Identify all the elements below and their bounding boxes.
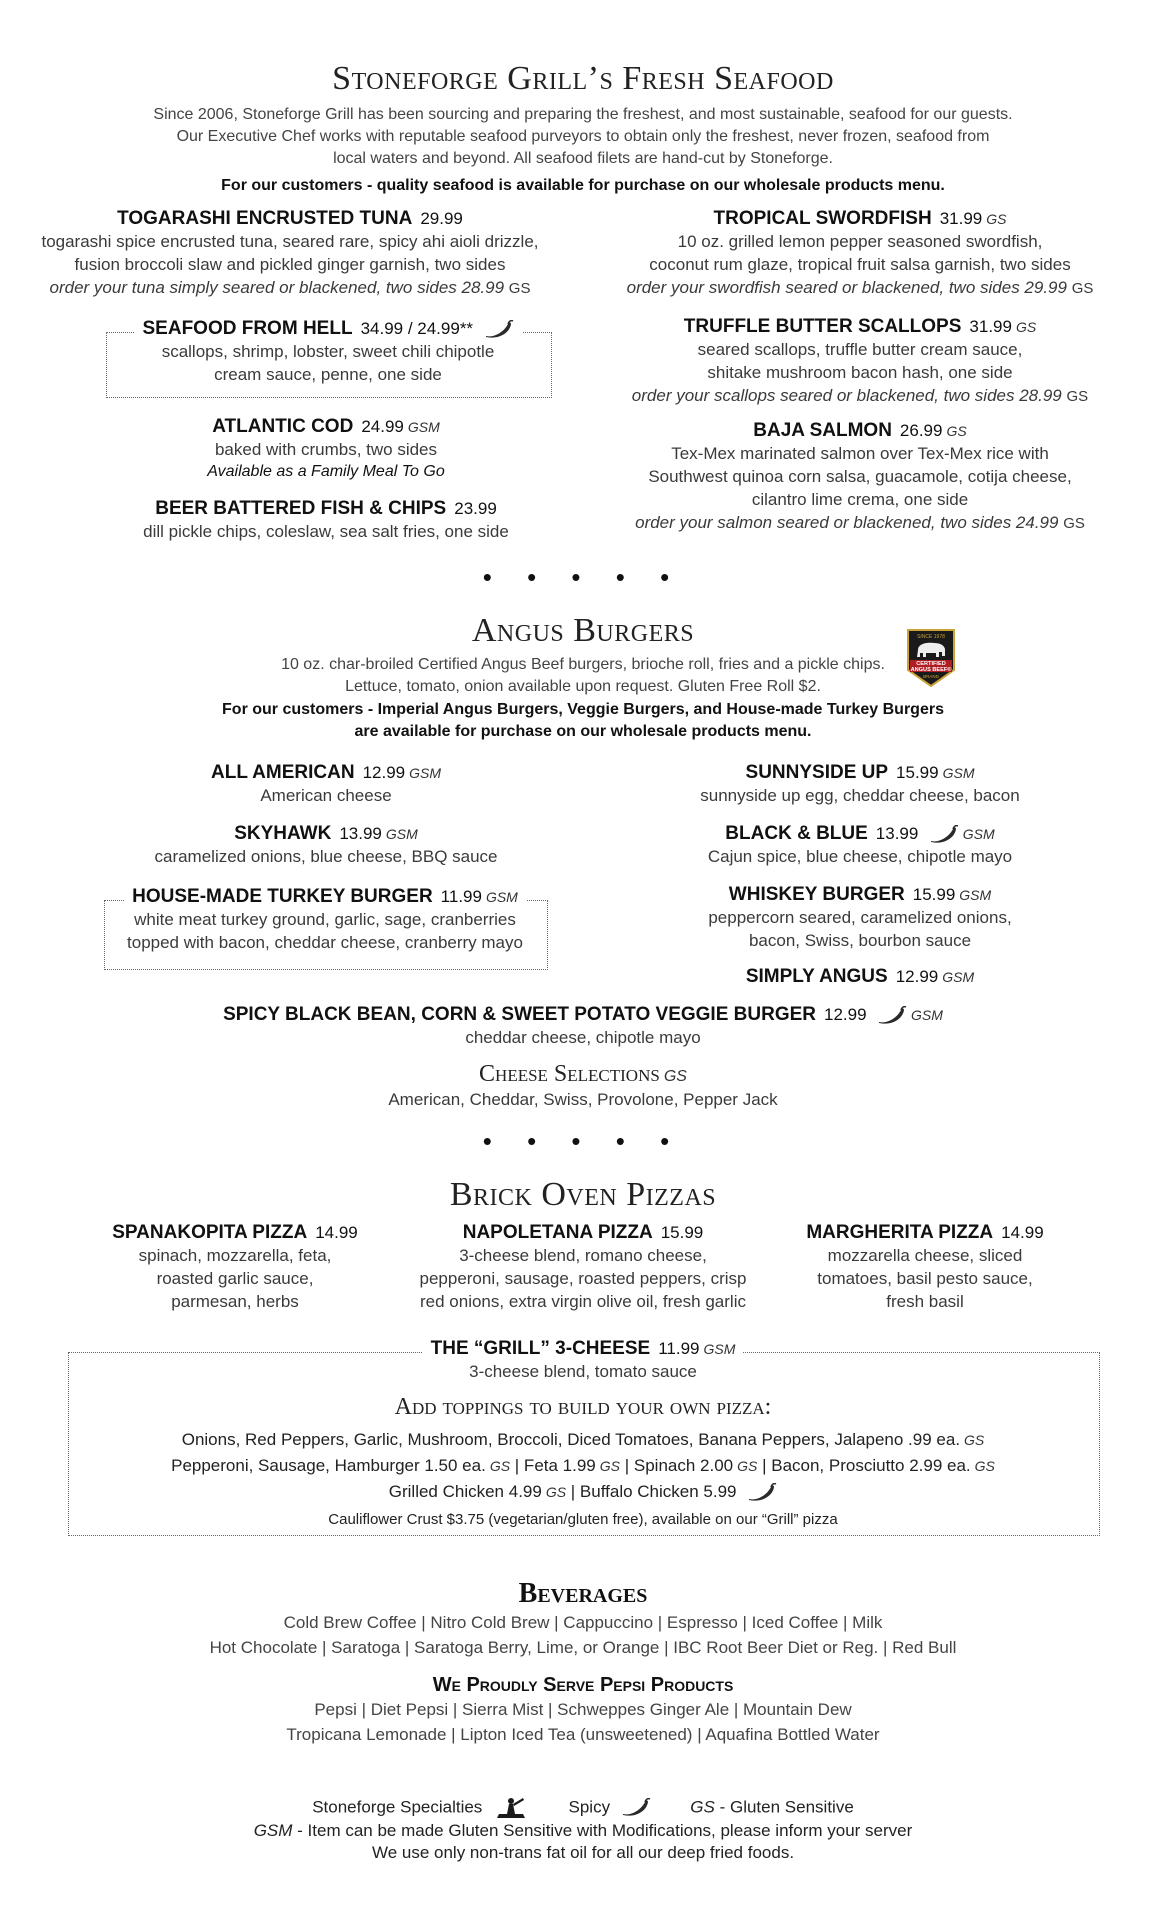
gs-tag: GS [508, 280, 531, 297]
item-name: SKYHAWK [234, 823, 332, 844]
item-price: 13.99 [875, 824, 919, 843]
beverages-section [0, 1578, 1166, 1747]
item-desc: caramelized onions, blue cheese, BBQ sauce [154, 847, 498, 866]
gsm-tag: GSM [407, 419, 440, 435]
item-price: 15.99 [660, 1223, 704, 1242]
burgers-wholesale-note [0, 699, 1166, 743]
gs-tag: GS [1015, 319, 1037, 335]
legend-line [0, 1796, 1166, 1820]
item-name: SPANAKOPITA PIZZA [112, 1222, 308, 1243]
item-price: 12.99 [824, 1005, 867, 1024]
item-desc: sunnyside up egg, cheddar cheese, bacon [700, 786, 1020, 805]
burgers-intro [0, 654, 1166, 698]
gsm-key-text: - Item can be made Gluten Sensitive with Modifications, please inform your server [297, 1821, 913, 1840]
item-turkey-burger [104, 886, 546, 954]
item-price: 15.99 [896, 763, 939, 782]
gs-tag: GS [737, 1458, 758, 1474]
item-baja-salmon [600, 420, 1120, 535]
item-alt: order your scallops seared or blackened, two sides 28.99 [631, 386, 1062, 405]
pepsi-line: Tropicana Lemonade | Lipton Iced Tea (unsweetened) | Aquafina Bottled Water [286, 1725, 880, 1744]
item-desc: dill pickle chips, coleslaw, sea salt fries, one side [143, 522, 509, 541]
item-tropical-swordfish [600, 208, 1120, 300]
seafood-intro-line: local waters and beyond. All seafood filets are hand-cut by Stoneforge. [333, 150, 833, 167]
item-desc: 10 oz. grilled lemon pepper seasoned swordfish, [677, 232, 1043, 251]
gs-key-text: - Gluten Sensitive [719, 1797, 854, 1817]
item-name: SEAFOOD FROM HELL [142, 318, 353, 339]
item-desc: 3-cheese blend, romano cheese, [459, 1246, 707, 1265]
seafood-intro-line: Our Executive Chef works with reputable seafood purveyors to obtain only the freshest, never frozen, seafood from [176, 128, 990, 145]
item-desc: mozzarella cheese, sliced [827, 1246, 1023, 1265]
gs-tag: GS [964, 1432, 985, 1448]
item-all-american [76, 762, 576, 807]
badge-brand-text: BRAND [923, 674, 939, 679]
stoneforge-specialty-icon [493, 1796, 529, 1820]
item-napoletana-pizza [400, 1222, 766, 1313]
item-desc: cream sauce, penne, one side [214, 365, 442, 384]
gsm-tag: GSM [485, 889, 518, 905]
item-price: 23.99 [454, 499, 497, 518]
toppings-text: | Spinach 2.00 [624, 1456, 734, 1475]
toppings-text: Pepperoni, Sausage, Hamburger 1.50 ea. [171, 1456, 486, 1475]
toppings-section [0, 1394, 1166, 1528]
item-desc: shitake mushroom bacon hash, one side [707, 363, 1013, 382]
gs-tag: GS [1071, 280, 1094, 297]
item-price: 14.99 [1001, 1223, 1044, 1242]
oil-note: We use only non-trans fat oil for all our deep fried foods. [371, 1843, 795, 1862]
item-name: ALL AMERICAN [211, 762, 355, 783]
item-grill-3-cheese [0, 1338, 1166, 1383]
item-price: 12.99 [895, 967, 939, 986]
item-price: 31.99 [939, 209, 983, 228]
spicy-pepper-icon [929, 825, 959, 845]
gs-tag: GS [1063, 515, 1085, 532]
gsm-tag: GSM [409, 765, 441, 781]
cauliflower-note: Cauliflower Crust $3.75 (vegetarian/gluten free), available on our “Grill” pizza [328, 1511, 838, 1528]
item-desc: fresh basil [886, 1292, 964, 1311]
pepsi-title: We Proudly Serve Pepsi Products [432, 1674, 734, 1696]
cheese-title: Cheese Selections [479, 1061, 660, 1087]
item-truffle-scallops [600, 316, 1120, 408]
item-desc: topped with bacon, cheddar cheese, cranberry mayo [127, 933, 523, 952]
specialties-label: Stoneforge Specialties [312, 1797, 483, 1817]
beverages-line: Hot Chocolate | Saratoga | Saratoga Berry, Lime, or Orange | IBC Root Beer Diet or Reg. | Red Bull [209, 1638, 957, 1657]
toppings-text: Grilled Chicken 4.99 [388, 1482, 542, 1501]
item-skyhawk [76, 823, 576, 868]
item-alt: order your salmon seared or blackened, two sides 24.99 [635, 513, 1059, 532]
item-name: TROPICAL SWORDFISH [713, 208, 932, 229]
item-desc: roasted garlic sauce, [156, 1269, 314, 1288]
seafood-title: Stoneforge Grill’s Fresh Seafood [332, 60, 834, 97]
spicy-label: Spicy [568, 1797, 611, 1817]
toppings-line [0, 1479, 1166, 1505]
item-price: 26.99 [899, 421, 943, 440]
item-desc: cheddar cheese, chipotle mayo [465, 1028, 701, 1047]
item-price: 13.99 [339, 824, 382, 843]
pepsi-line: Pepsi | Diet Pepsi | Sierra Mist | Schweppes Ginger Ale | Mountain Dew [314, 1700, 852, 1719]
item-desc: tomatoes, basil pesto sauce, [817, 1269, 1033, 1288]
item-name: TOGARASHI ENCRUSTED TUNA [117, 208, 413, 229]
gsm-tag: GSM [385, 826, 418, 842]
item-name: ATLANTIC COD [212, 416, 354, 437]
gs-tag: GS [545, 1484, 567, 1500]
item-price: 11.99 [440, 887, 482, 906]
gs-tag: GS [986, 211, 1007, 227]
item-name: WHISKEY BURGER [728, 884, 905, 905]
gs-tag: GS [599, 1458, 620, 1474]
toppings-text: Onions, Red Peppers, Garlic, Mushroom, Broccoli, Diced Tomatoes, Banana Peppers, Jalapeno .99 ea. [181, 1430, 961, 1449]
gsm-tag: GSM [962, 826, 995, 842]
item-alt: order your swordfish seared or blackened, two sides 29.99 [626, 278, 1067, 297]
item-price: 24.99 [361, 417, 404, 436]
item-price: 12.99 [362, 763, 406, 782]
gs-tag: GS [974, 1458, 995, 1474]
item-desc: spinach, mozzarella, feta, [138, 1246, 332, 1265]
gs-tag: GS [489, 1458, 511, 1474]
item-price: 29.99 [420, 209, 463, 228]
section-divider: • • • • • [482, 562, 684, 592]
item-desc: parmesan, herbs [171, 1292, 299, 1311]
item-desc: red onions, extra virgin olive oil, fresh garlic [420, 1292, 746, 1311]
spicy-pepper-icon [621, 1798, 651, 1818]
legend-line [0, 1820, 1166, 1842]
item-name: MARGHERITA PIZZA [806, 1222, 994, 1243]
item-desc: bacon, Swiss, bourbon sauce [748, 931, 972, 950]
item-name: NAPOLETANA PIZZA [462, 1222, 653, 1243]
item-fish-chips [76, 498, 576, 543]
item-desc: American cheese [260, 786, 392, 805]
toppings-title: Add toppings to build your own pizza: [394, 1394, 772, 1420]
section-divider: • • • • • [482, 1126, 684, 1156]
gs-tag: GS [1066, 388, 1089, 405]
item-veggie-burger [0, 1004, 1166, 1049]
burgers-note-line: For our customers - Imperial Angus Burgers, Veggie Burgers, and House-made Turkey Burgers [222, 701, 944, 718]
item-seafood-from-hell [106, 318, 550, 386]
item-name: BLACK & BLUE [725, 823, 868, 844]
item-name: THE “GRILL” 3-CHEESE [430, 1338, 651, 1359]
item-atlantic-cod [76, 416, 576, 483]
burgers-intro-line: 10 oz. char-broiled Certified Angus Beef burgers, brioche roll, fries and a pickle chips. [281, 656, 885, 673]
item-name: BAJA SALMON [753, 420, 892, 441]
gsm-tag: GSM [703, 1341, 736, 1357]
item-name: TRUFFLE BUTTER SCALLOPS [683, 316, 962, 337]
item-price: 34.99 / 24.99** [360, 319, 474, 338]
item-name: SUNNYSIDE UP [745, 762, 889, 783]
item-price: 11.99 [658, 1339, 700, 1358]
legend [0, 1796, 1166, 1864]
item-desc: togarashi spice encrusted tuna, seared rare, spicy ahi aioli drizzle, [41, 232, 539, 251]
item-whiskey-burger [600, 884, 1120, 952]
gsm-tag: GSM [959, 887, 992, 903]
toppings-text: | Bacon, Prosciutto 2.99 ea. [762, 1456, 971, 1475]
item-name: HOUSE-MADE TURKEY BURGER [132, 886, 433, 907]
spicy-pepper-icon [484, 320, 514, 340]
gsm-key: GSM [253, 1821, 293, 1840]
item-spanakopita-pizza [80, 1222, 390, 1313]
item-desc: 3-cheese blend, tomato sauce [469, 1362, 697, 1381]
item-alt: Available as a Family Meal To Go [207, 463, 445, 480]
item-name: SPICY BLACK BEAN, CORN & SWEET POTATO VEGGIE BURGER [223, 1004, 817, 1025]
item-price: 15.99 [912, 885, 956, 904]
item-desc: Cajun spice, blue cheese, chipotle mayo [707, 847, 1013, 866]
gs-key: GS [690, 1797, 715, 1817]
item-simply-angus [600, 966, 1120, 988]
item-desc: coconut rum glaze, tropical fruit salsa garnish, two sides [649, 255, 1071, 274]
item-black-blue [600, 823, 1120, 868]
item-desc: Tex-Mex marinated salmon over Tex-Mex rice with [671, 444, 1049, 463]
badge-top-text: SINCE 1978 [917, 634, 945, 640]
item-price: 31.99 [969, 317, 1012, 336]
item-desc: seared scallops, truffle butter cream sauce, [697, 340, 1023, 359]
burgers-title: Angus Burgers [471, 612, 695, 649]
item-price: 14.99 [315, 1223, 358, 1242]
pizzas-title: Brick Oven Pizzas [449, 1176, 717, 1213]
gs-tag: GS [946, 423, 967, 439]
beverages-title: Beverages [518, 1578, 648, 1609]
item-desc: white meat turkey ground, garlic, sage, cranberries [134, 910, 516, 929]
item-desc: baked with crumbs, two sides [214, 440, 438, 459]
toppings-text: | Buffalo Chicken 5.99 [570, 1482, 737, 1501]
item-desc: peppercorn seared, caramelized onions, [708, 908, 1012, 927]
seafood-intro-line: Since 2006, Stoneforge Grill has been sourcing and preparing the freshest, and most sustainable, seafood for our guests. [153, 106, 1013, 123]
gsm-tag: GSM [942, 969, 975, 985]
gsm-tag: GSM [911, 1007, 943, 1023]
cheese-list: American, Cheddar, Swiss, Provolone, Pepper Jack [388, 1090, 778, 1109]
toppings-line [0, 1453, 1166, 1479]
toppings-line [0, 1427, 1166, 1453]
item-desc: fusion broccoli slaw and pickled ginger garnish, two sides [74, 255, 506, 274]
badge-certified-text: CERTIFIED [916, 661, 946, 667]
cheese-selections [0, 1061, 1166, 1111]
spicy-pepper-icon [747, 1483, 777, 1503]
item-desc: Southwest quinoa corn salsa, guacamole, cotija cheese, [648, 467, 1072, 486]
item-sunnyside-up [600, 762, 1120, 807]
item-name: SIMPLY ANGUS [745, 966, 888, 987]
item-alt: order your tuna simply seared or blackened, two sides 28.99 [49, 278, 505, 297]
toppings-text: | Feta 1.99 [514, 1456, 596, 1475]
badge-angus-text: ANGUS BEEF® [910, 667, 952, 673]
seafood-wholesale-note: For our customers - quality seafood is available for purchase on our wholesale products menu. [221, 177, 945, 194]
spicy-pepper-icon [877, 1006, 907, 1026]
gsm-tag: GSM [942, 765, 975, 781]
item-togarashi-tuna [40, 208, 540, 300]
item-desc: scallops, shrimp, lobster, sweet chili chipotle [161, 342, 495, 361]
gs-tag: GS [663, 1068, 687, 1085]
item-margherita-pizza [770, 1222, 1080, 1313]
burgers-note-line: are available for purchase on our wholesale products menu. [354, 723, 812, 740]
item-name: BEER BATTERED FISH & CHIPS [155, 498, 447, 519]
burgers-intro-line: Lettuce, tomato, onion available upon request. Gluten Free Roll $2. [345, 678, 821, 695]
item-desc: cilantro lime crema, one side [751, 490, 969, 509]
item-desc: pepperoni, sausage, roasted peppers, crisp [419, 1269, 747, 1288]
beverages-line: Cold Brew Coffee | Nitro Cold Brew | Cappuccino | Espresso | Iced Coffee | Milk [283, 1613, 883, 1632]
seafood-intro [0, 104, 1166, 170]
